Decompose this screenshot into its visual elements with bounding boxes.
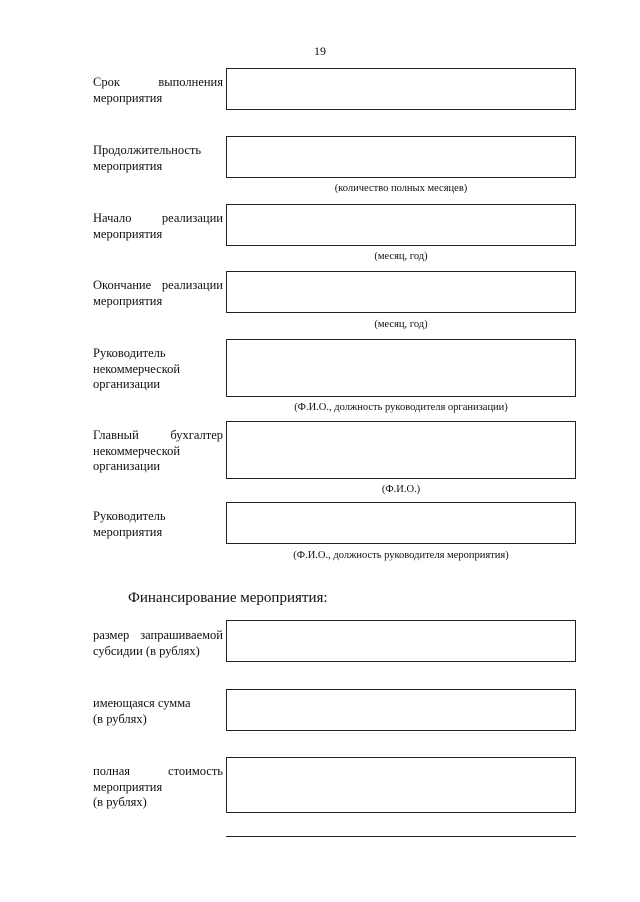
total-input-box[interactable] (226, 757, 576, 813)
label-org-head (93, 346, 223, 393)
accountant-input-box[interactable] (226, 421, 576, 479)
start-caption: (месяц, год) (374, 251, 428, 262)
label-line: (в рублях) (93, 711, 147, 726)
label-available (93, 696, 223, 727)
label-line: Срок выполнения (93, 75, 223, 89)
org-head-caption: (Ф.И.О., должность руководителя организации) (294, 402, 508, 413)
label-end (93, 278, 223, 309)
label-accountant (93, 428, 223, 475)
page-number: 19 (314, 44, 326, 58)
label-total (93, 764, 223, 811)
org-head-input-box[interactable] (226, 339, 576, 397)
accountant-caption: (Ф.И.О.) (381, 484, 421, 495)
label-event-head (93, 509, 223, 540)
label-line: мероприятия (93, 158, 163, 173)
event-head-input-box[interactable] (226, 502, 576, 544)
label-line: организации (93, 459, 161, 473)
section-heading: Финансирование мероприятия: (128, 590, 328, 606)
label-line: мероприятия (93, 90, 163, 105)
label-term (93, 75, 223, 106)
end-caption: (месяц, год) (374, 319, 428, 330)
label-line: Руководитель (93, 346, 166, 360)
end-input-box[interactable] (226, 271, 576, 313)
label-duration (93, 143, 223, 174)
start-input-box[interactable] (226, 204, 576, 246)
label-line: субсидии (в рублях) (93, 643, 200, 658)
label-line: мероприятия (93, 524, 163, 539)
label-line: Руководитель (93, 509, 166, 523)
label-line: мероприятия (93, 779, 163, 794)
label-line: некоммерческой (93, 361, 181, 376)
label-line: полная стоимость (93, 764, 223, 778)
label-line: Продолжительность (93, 143, 202, 157)
available-input-box[interactable] (226, 689, 576, 731)
duration-input-box[interactable] (226, 136, 576, 178)
duration-caption: (количество полных месяцев) (334, 183, 468, 194)
label-subsidy (93, 628, 223, 659)
subsidy-input-box[interactable] (226, 620, 576, 662)
label-line: Окончание реализации (93, 278, 223, 292)
label-line: организации (93, 377, 161, 391)
label-line: размер запрашиваемой (93, 628, 223, 642)
signature-line (226, 836, 576, 837)
label-line: мероприятия (93, 226, 163, 241)
label-line: (в рублях) (93, 795, 147, 809)
label-line: некоммерческой (93, 443, 181, 458)
label-line: Главный бухгалтер (93, 428, 223, 442)
term-input-box[interactable] (226, 68, 576, 110)
label-line: мероприятия (93, 293, 163, 308)
label-start (93, 211, 223, 242)
label-line: имеющаяся сумма (93, 696, 191, 710)
label-line: Начало реализации (93, 211, 223, 225)
event-head-caption: (Ф.И.О., должность руководителя мероприятия) (293, 550, 509, 561)
